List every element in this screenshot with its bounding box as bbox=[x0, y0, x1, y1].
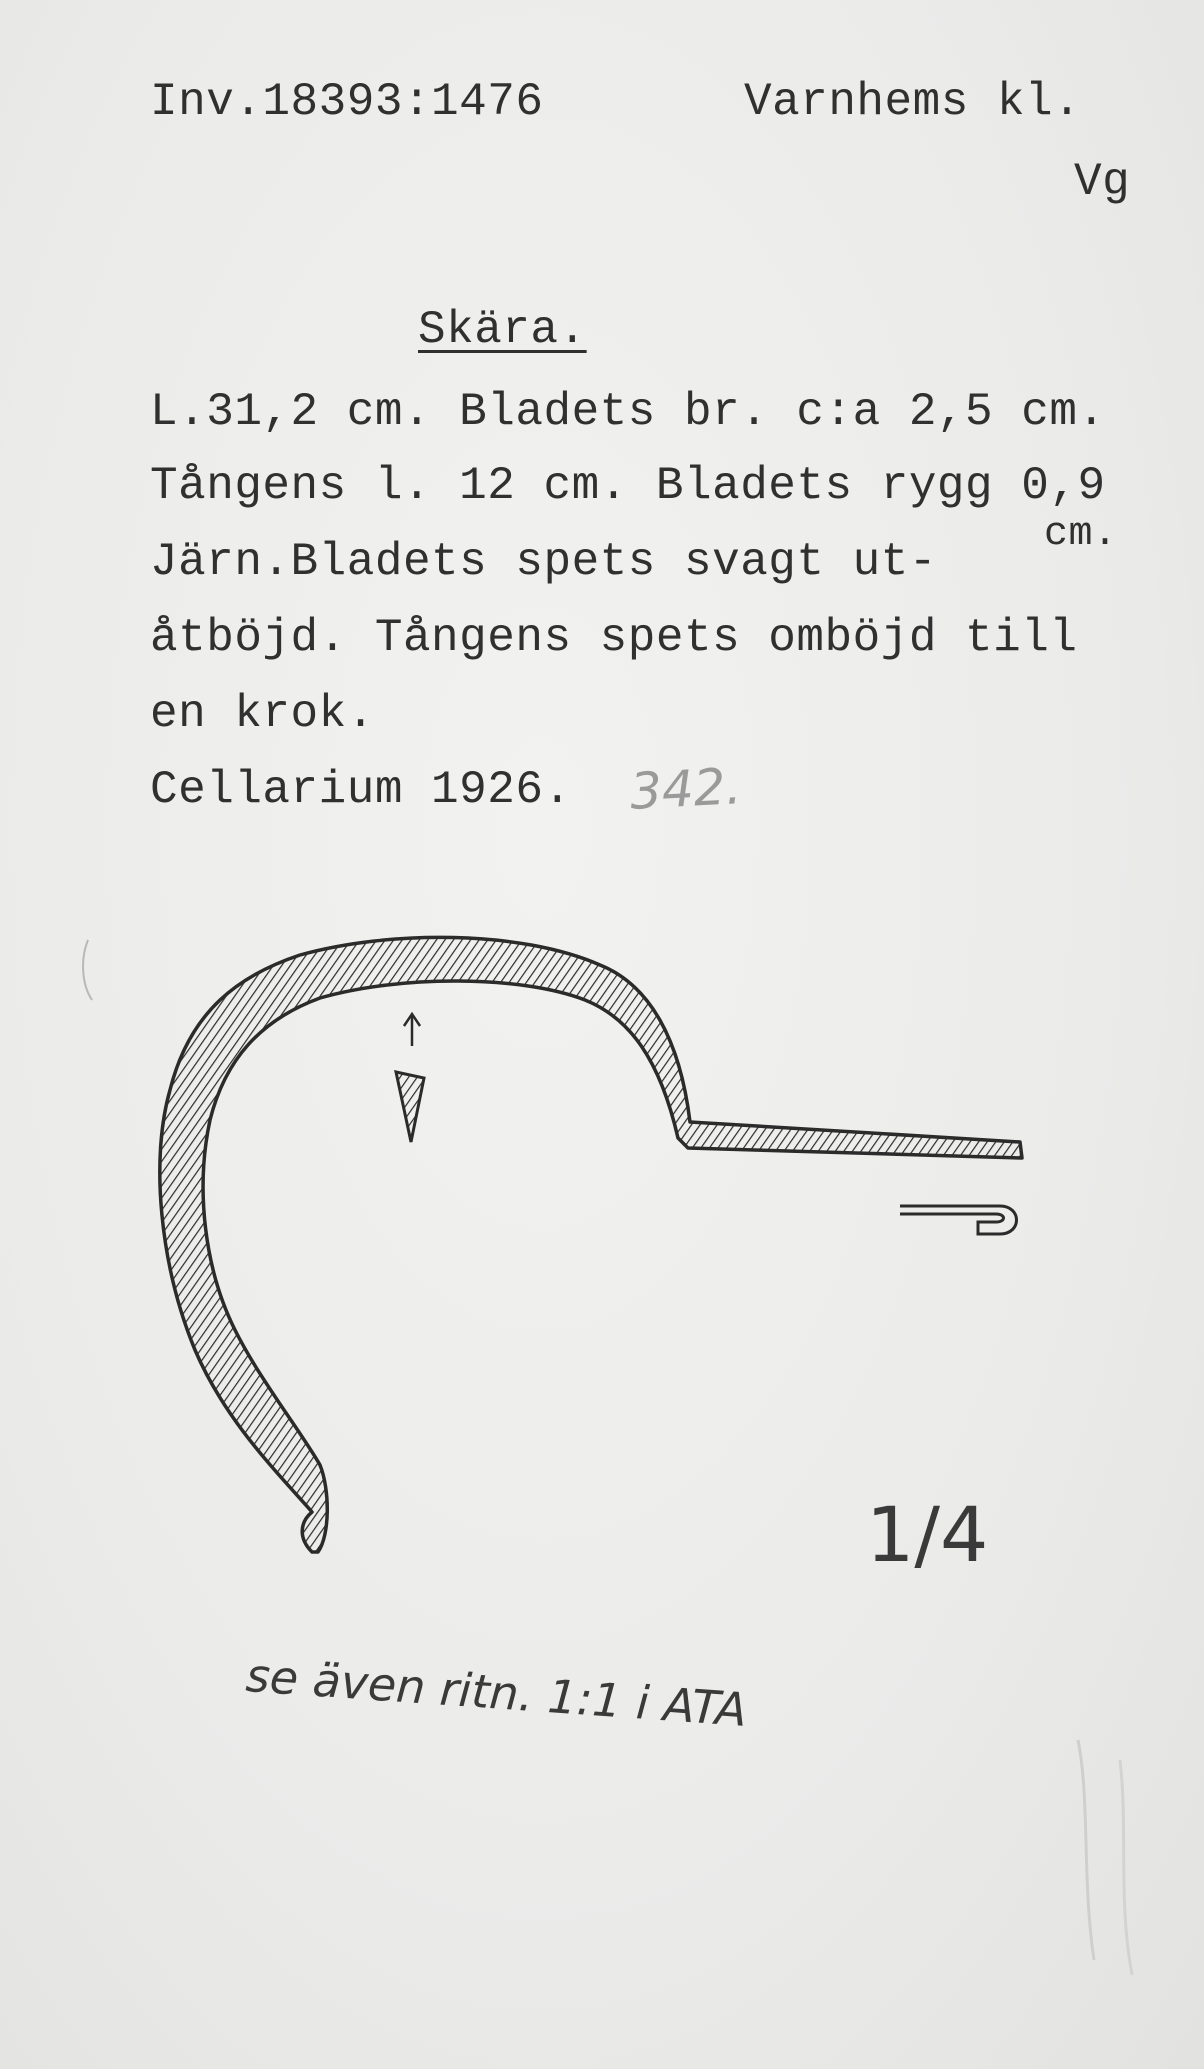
handwritten-note: se även ritn. 1:1 i ATA bbox=[244, 1648, 749, 1737]
province-code: Vg bbox=[1074, 156, 1131, 208]
object-title: Skära. bbox=[418, 304, 587, 356]
description-line-5: en krok. bbox=[150, 688, 375, 740]
handwritten-number: 342. bbox=[628, 757, 743, 821]
description-line-4: åtböjd. Tångens spets omböjd till bbox=[150, 612, 1078, 664]
tang-hook-sketch bbox=[900, 1206, 1017, 1234]
section-wedge bbox=[396, 1072, 424, 1142]
description-line-3: Järn.Bladets spets svagt ut- bbox=[150, 536, 937, 588]
inventory-number: Inv.18393:1476 bbox=[150, 76, 544, 128]
scale-note: 1/4 bbox=[866, 1490, 989, 1579]
description-line-2: Tångens l. 12 cm. Bladets rygg 0,9 bbox=[150, 460, 1106, 512]
site-name: Varnhems kl. bbox=[744, 76, 1082, 128]
sickle-blade bbox=[160, 937, 1022, 1552]
description-line-6: Cellarium 1926. bbox=[150, 764, 572, 816]
cm-note: cm. bbox=[1044, 512, 1118, 557]
description-line-1: L.31,2 cm. Bladets br. c:a 2,5 cm. bbox=[150, 386, 1106, 438]
